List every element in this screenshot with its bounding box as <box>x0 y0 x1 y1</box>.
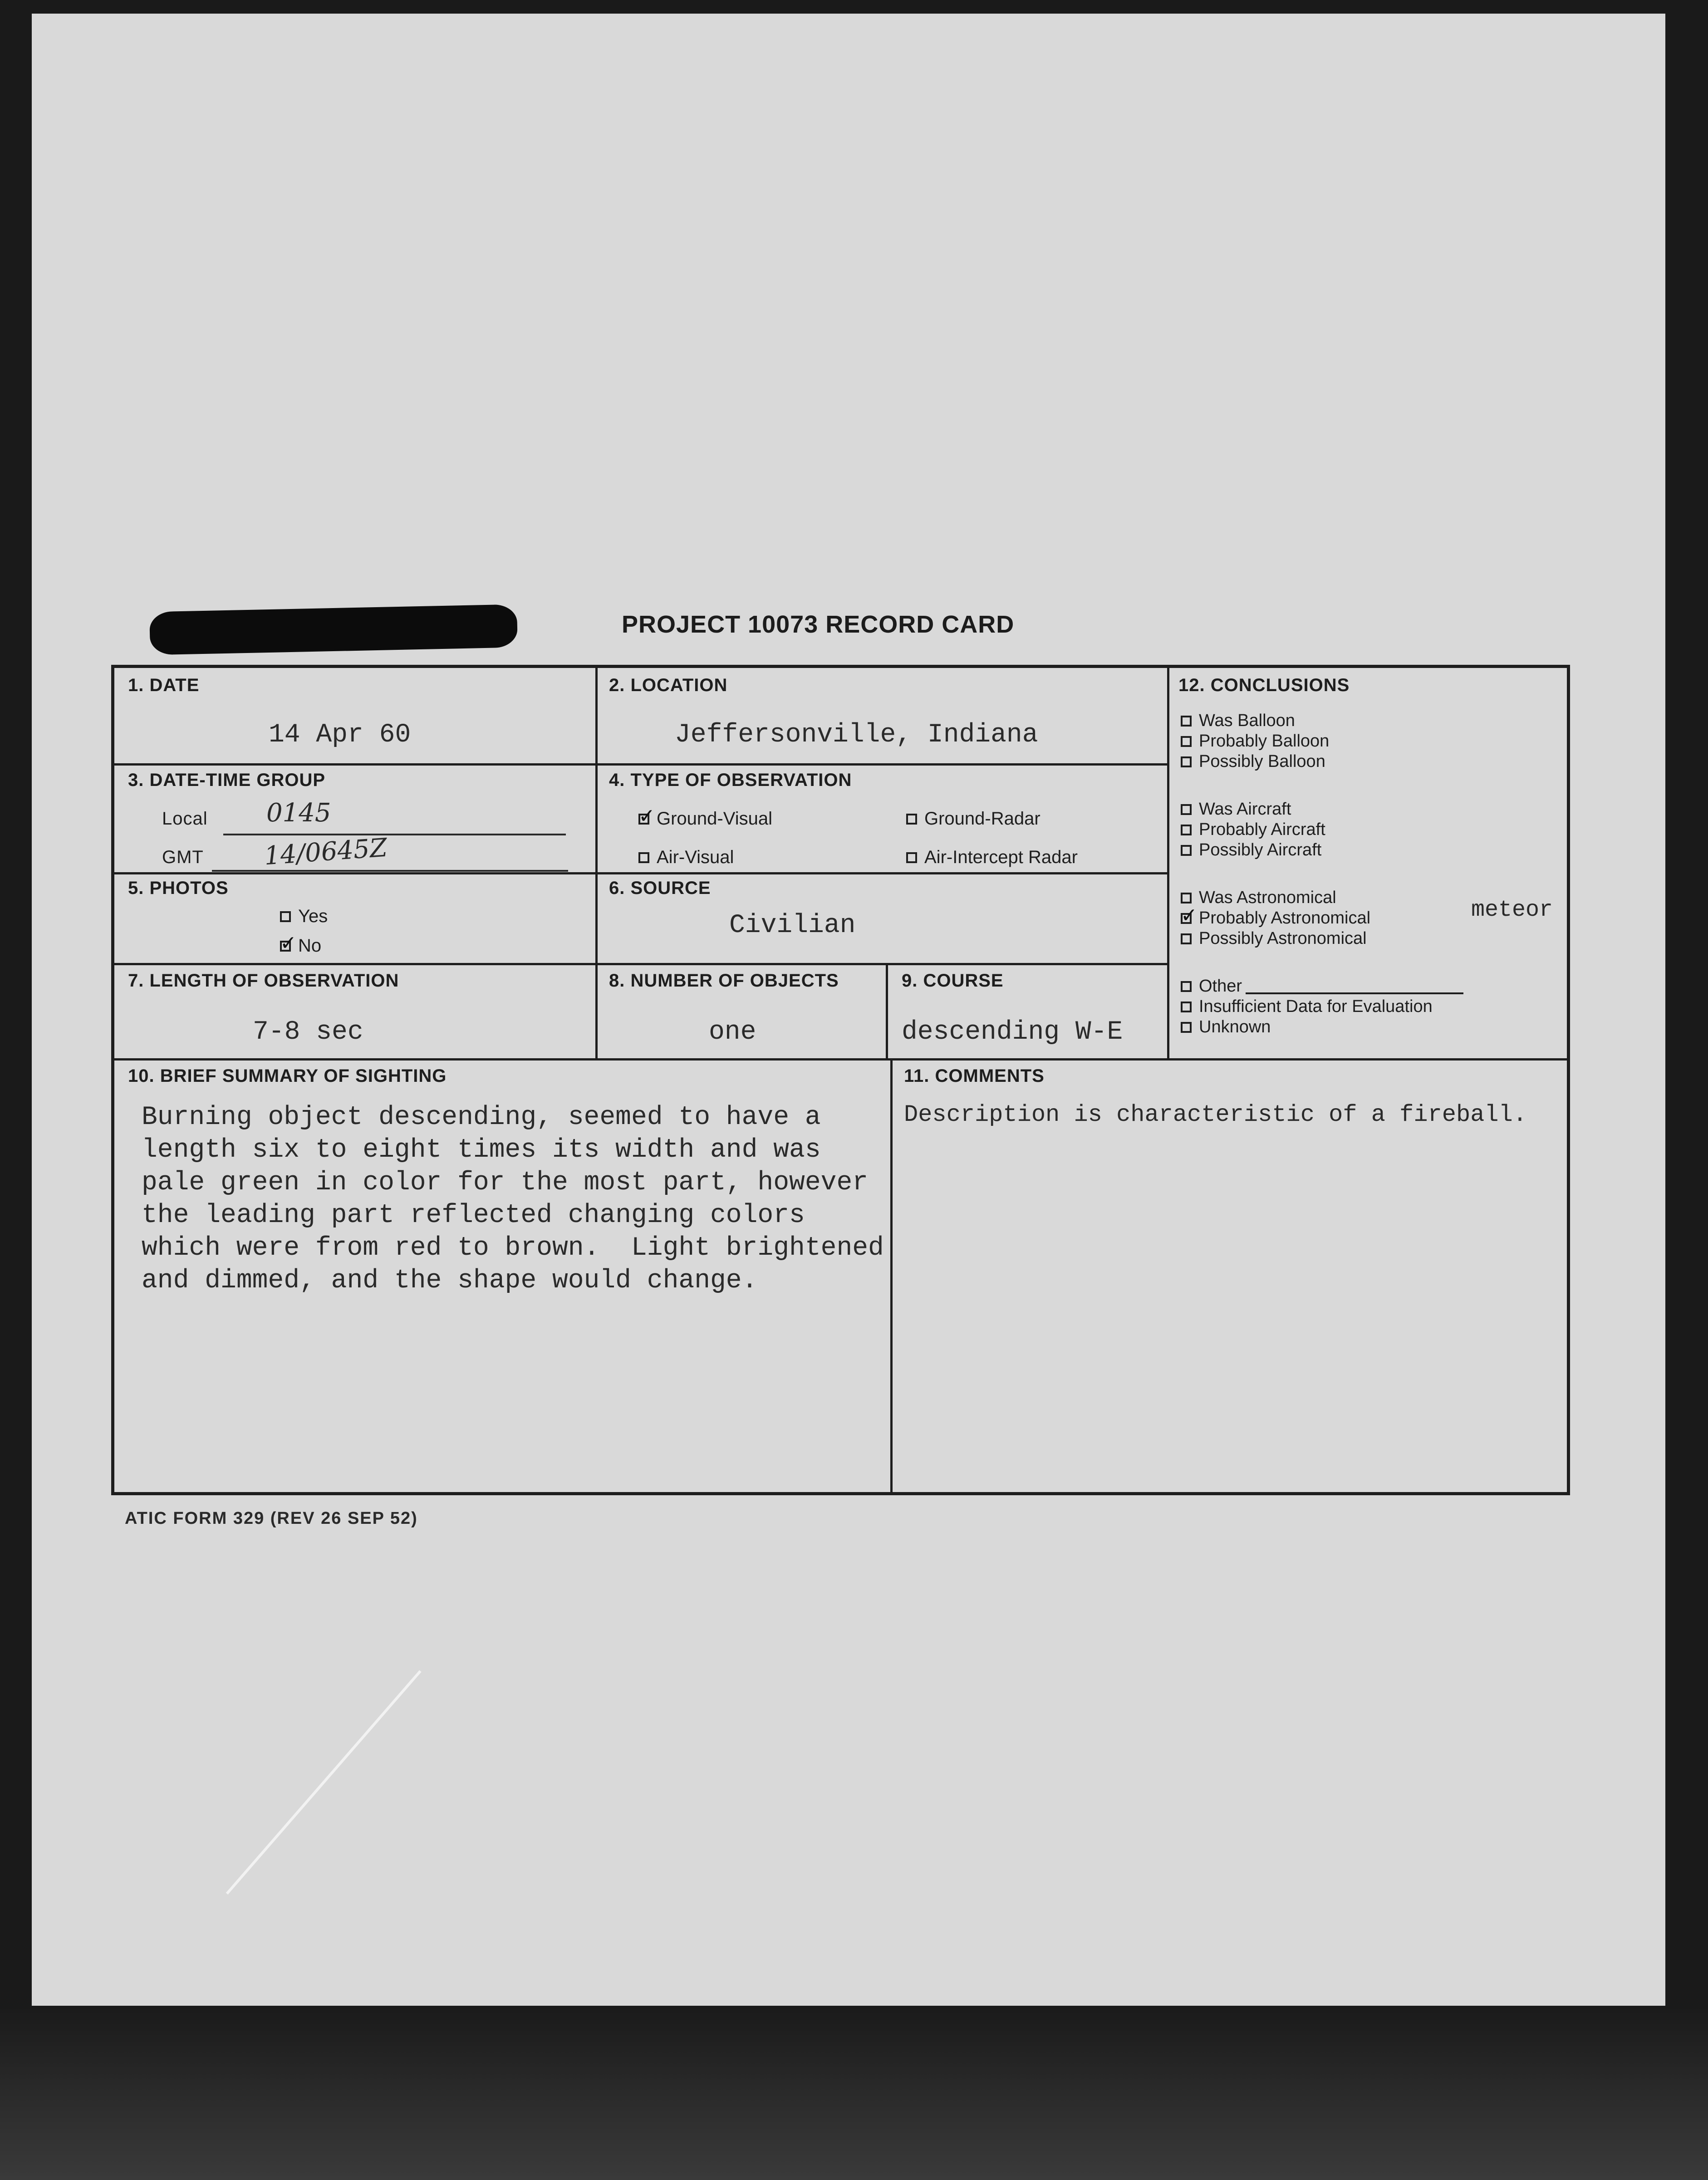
type-obs-option-label: Air-Visual <box>657 847 734 867</box>
dtg-label: 3. DATE-TIME GROUP <box>128 770 326 790</box>
other-underline <box>1246 979 1463 994</box>
card-title: PROJECT 10073 RECORD CARD <box>622 611 1015 638</box>
checkbox-icon <box>1181 825 1192 835</box>
conclusion-item <box>1181 820 1325 840</box>
dtg-gmt-label: GMT <box>162 847 204 867</box>
comments-value: Description is characteristic of a fireball. <box>904 1101 1527 1128</box>
conclusion-item-label: Probably Aircraft <box>1199 820 1325 839</box>
checkbox-icon <box>280 911 291 922</box>
summary-line: which were from red to brown. Light brightened <box>142 1233 884 1263</box>
source-cell <box>598 874 1169 965</box>
summary-line: the leading part reflected changing colors <box>142 1201 805 1230</box>
checkbox-icon <box>1181 933 1192 944</box>
photos-no-label: No <box>298 936 322 956</box>
conclusions-cell <box>1169 668 1567 1061</box>
conclusion-item <box>1181 977 1463 996</box>
length-cell <box>114 965 598 1061</box>
conclusion-item-label: Possibly Aircraft <box>1199 840 1322 859</box>
dtg-gmt-value: 14/0645Z <box>263 833 388 871</box>
photos-no <box>280 936 321 956</box>
form-footer: ATIC FORM 329 (REV 26 SEP 52) <box>125 1509 418 1528</box>
summary-label: 10. BRIEF SUMMARY OF SIGHTING <box>128 1066 447 1086</box>
checkbox-icon <box>1181 716 1192 727</box>
conclusion-item-label: Was Astronomical <box>1199 888 1336 907</box>
conclusion-item <box>1181 840 1321 860</box>
date-time-group-cell <box>114 766 598 874</box>
conclusion-item <box>1181 1017 1271 1037</box>
type-of-observation-cell <box>598 766 1169 874</box>
dtg-local-underline <box>223 834 566 835</box>
summary-line: length six to eight times its width and was <box>142 1135 821 1165</box>
checkbox-icon <box>1181 845 1192 856</box>
photos-yes-label: Yes <box>298 906 328 926</box>
length-label: 7. LENGTH OF OBSERVATION <box>128 971 399 991</box>
type-obs-option-label: Ground-Visual <box>657 809 772 829</box>
conclusion-item-label: Probably Astronomical <box>1199 908 1371 928</box>
summary-text <box>142 1101 884 1297</box>
conclusion-item <box>1181 711 1295 731</box>
source-label: 6. SOURCE <box>609 878 711 898</box>
type-obs-option-label: Air-Intercept Radar <box>924 847 1078 867</box>
comments-label: 11. COMMENTS <box>904 1066 1045 1086</box>
conclusion-item <box>1181 732 1329 751</box>
num-objects-label: 8. NUMBER OF OBJECTS <box>609 971 839 991</box>
conclusion-item-label: Probably Balloon <box>1199 732 1330 751</box>
photos-yes <box>280 906 328 927</box>
photos-label: 5. PHOTOS <box>128 878 229 898</box>
conclusions-annotation: meteor <box>1471 897 1553 923</box>
conclusion-item <box>1181 997 1433 1016</box>
type-obs-air-intercept-radar <box>906 847 1078 868</box>
type-obs-label: 4. TYPE OF OBSERVATION <box>609 770 852 790</box>
summary-cell <box>114 1061 893 1492</box>
date-cell <box>114 668 598 766</box>
date-label: 1. DATE <box>128 675 200 695</box>
checkbox-icon <box>906 814 917 825</box>
redaction-bar <box>149 604 518 655</box>
checkbox-icon <box>280 941 291 952</box>
conclusions-label: 12. CONCLUSIONS <box>1178 675 1350 695</box>
summary-line: and dimmed, and the shape would change. <box>142 1266 758 1296</box>
source-value: Civilian <box>729 911 856 940</box>
checkbox-icon <box>906 852 917 863</box>
number-of-objects-cell <box>598 965 888 1061</box>
dtg-local-label: Local <box>162 809 208 829</box>
type-obs-air-visual <box>638 847 734 868</box>
conclusion-item-label: Possibly Balloon <box>1199 752 1325 771</box>
conclusion-item-label: Other <box>1199 977 1242 996</box>
num-objects-value: one <box>709 1017 756 1047</box>
type-obs-ground-radar <box>906 809 1041 829</box>
location-label: 2. LOCATION <box>609 675 728 695</box>
dtg-local-value: 0145 <box>266 798 331 828</box>
comments-cell <box>893 1061 1567 1492</box>
checkbox-icon <box>1181 756 1192 767</box>
course-value: descending W-E <box>902 1017 1123 1047</box>
conclusion-item <box>1181 888 1336 908</box>
conclusion-item <box>1181 908 1370 928</box>
checkbox-icon <box>1181 1002 1192 1012</box>
checkbox-icon <box>1181 893 1192 903</box>
length-value: 7-8 sec <box>253 1017 363 1047</box>
type-obs-ground-visual <box>638 809 772 829</box>
checkbox-icon <box>1181 913 1192 924</box>
conclusion-item <box>1181 929 1367 948</box>
conclusion-item-label: Was Aircraft <box>1199 800 1291 819</box>
date-value: 14 Apr 60 <box>269 720 411 750</box>
checkbox-icon <box>1181 981 1192 992</box>
conclusion-item-label: Unknown <box>1199 1017 1271 1036</box>
type-obs-option-label: Ground-Radar <box>924 809 1041 829</box>
checkbox-icon <box>1181 804 1192 815</box>
location-value: Jeffersonville, Indiana <box>675 720 1038 750</box>
conclusion-item-label: Possibly Astronomical <box>1199 929 1367 948</box>
location-cell <box>598 668 1169 766</box>
conclusion-item <box>1181 800 1291 819</box>
checkbox-icon <box>1181 736 1192 747</box>
conclusion-item-label: Was Balloon <box>1199 711 1295 730</box>
checkbox-icon <box>638 814 649 825</box>
scan-edge-shadow <box>0 2006 1708 2180</box>
course-cell <box>888 965 1169 1061</box>
photos-cell <box>114 874 598 965</box>
conclusion-item-label: Insufficient Data for Evaluation <box>1199 997 1433 1016</box>
checkbox-icon <box>638 852 649 863</box>
summary-line: pale green in color for the most part, however <box>142 1168 869 1198</box>
course-label: 9. COURSE <box>902 971 1004 991</box>
conclusion-item <box>1181 752 1325 771</box>
record-card <box>111 665 1570 1495</box>
summary-line: Burning object descending, seemed to have a <box>142 1103 821 1132</box>
checkbox-icon <box>1181 1022 1192 1033</box>
